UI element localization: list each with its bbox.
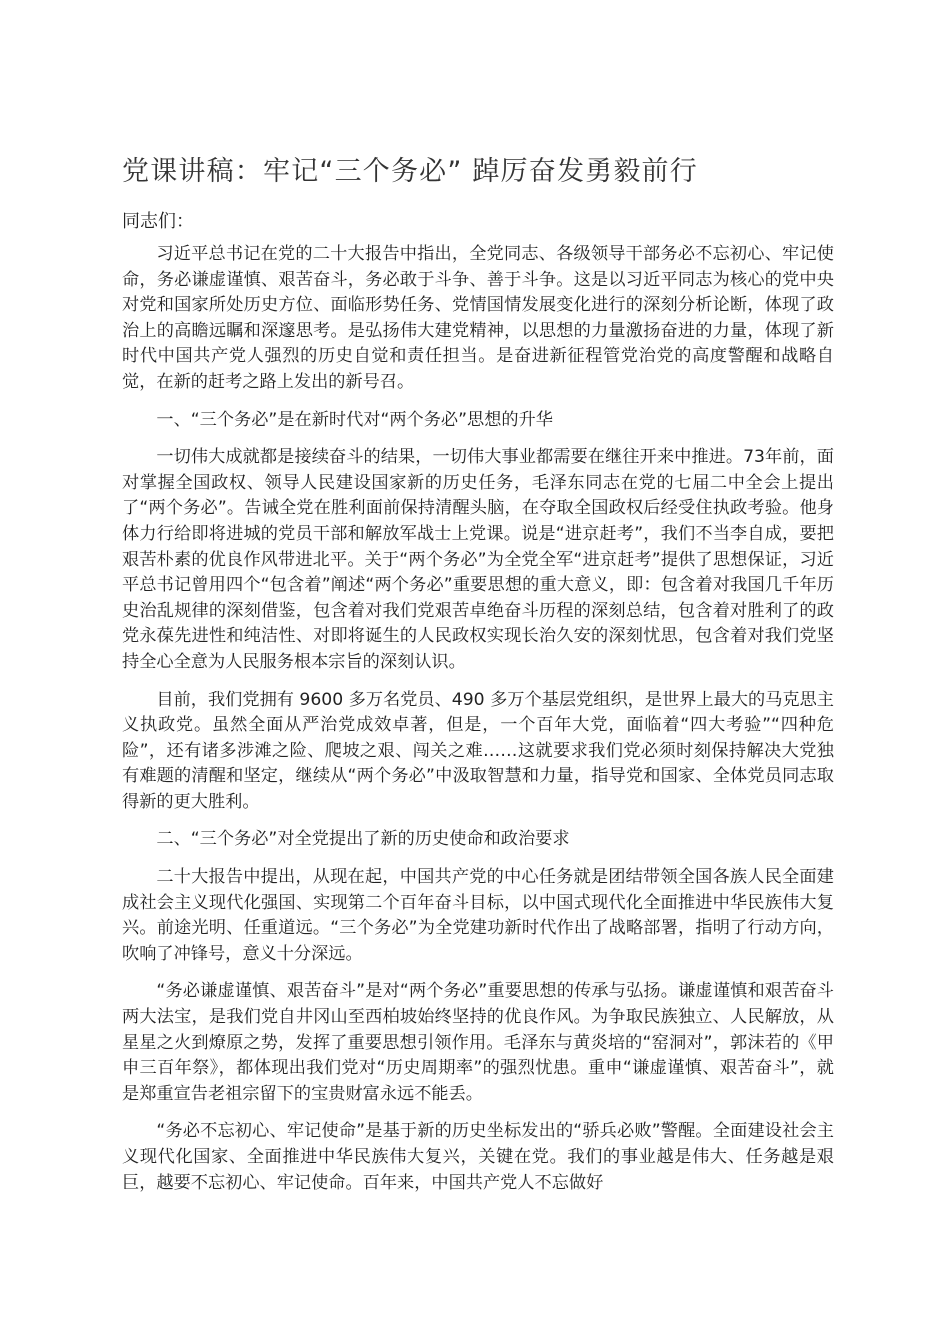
paragraph-original-aspiration: “务必不忘初心、牢记使命”是基于新的历史坐标发出的“骄兵必败”警醒。全面建设社会主义现代化国家、全面推进中华民族伟大复兴，关键在党。我们的事业越是伟大、任务越是艰巨，越要不忘初心、牢记使命。百年来，中国共产党人不忘做好	[122, 1121, 834, 1193]
paragraph-central-task: 二十大报告中提出，从现在起，中国共产党的中心任务就是团结带领全国各族人民全面建成社会主义现代化强国、实现第二个百年奋斗目标，以中国式现代化全面推进中华民族伟大复兴。前途光明、任重道远。“三个务必”为全党建功新时代作出了战略部署，指明了行动方向，吹响了冲锋号，意义十分深远。	[122, 867, 834, 964]
paragraph-modest-prudent: “务必谦虚谨慎、艰苦奋斗”是对“两个务必”重要思想的传承与弘扬。谦虚谨慎和艰苦奋斗两大法宝，是我们党自井冈山至西柏坡始终坚持的优良作风。为争取民族独立、人民解放，从星星之火到燎原之势，发挥了重要思想引领作用。毛泽东与黄炎培的“窑洞对”，郭沫若的《甲申三百年祭》，都体现出我们党对“历史周期率”的强烈忧患。重申“谦虚谨慎、艰苦奋斗”，就是郑重宣告老祖宗留下的宝贵财富永远不能丢。	[122, 981, 834, 1104]
section-heading-1: 一、“三个务必”是在新时代对“两个务必”思想的升华	[156, 409, 553, 430]
document-title: 党课讲稿：牢记“三个务必” 踔厉奋发勇毅前行	[122, 156, 698, 187]
paragraph-two-musts-history: 一切伟大成就都是接续奋斗的结果，一切伟大事业都需要在继往开来中推进。73年前，面对掌握全国政权、领导人民建设国家新的历史任务，毛泽东同志在党的七届二中全会上提出了“两个务必”。告诫全党在胜利面前保持清醒头脑，在夺取全国政权后经受住执政考验。他身体力行给即将进城的党员干部和解放军战士上党课。说是“进京赶考”，我们不当李自成，要把艰苦朴素的优良作风带进北平。关于“两个务必”为全党全军“进京赶考”提供了思想保证，习近平总书记曾用四个“包含着”阐述“两个务必”重要思想的重大意义，即：包含着对我国几千年历史治乱规律的深刻借鉴，包含着对我们党艰苦卓绝奋斗历程的深刻总结，包含着对胜利了的政党永葆先进性和纯洁性、对即将诞生的人民政权实现长治久安的深刻忧思，包含着对我们党坚持全心全意为人民服务根本宗旨的深刻认识。	[122, 447, 834, 672]
section-heading-2: 二、“三个务必”对全党提出了新的历史使命和政治要求	[156, 829, 570, 850]
paragraph-party-today: 目前，我们党拥有 9600 多万名党员、490 多万个基层党组织，是世界上最大的马克思主义执政党。虽然全面从严治党成效卓著，但是，一个百年大党，面临着“四大考验”“四种危险”，还有诸多涉滩之险、爬坡之艰、闯关之难……这就要求我们党必须时刻保持解决大党独有难题的清醒和坚定，继续从“两个务必”中汲取智慧和力量，指导党和国家、全体党员同志取得新的更大胜利。	[122, 689, 834, 812]
document-body	[122, 242, 834, 1208]
paragraph-intro: 习近平总书记在党的二十大报告中指出，全党同志、各级领导干部务必不忘初心、牢记使命，务必谦虚谨慎、艰苦奋斗，务必敢于斗争、善于斗争。这是以习近平同志为核心的党中央对党和国家所处历史方位、面临形势任务、党情国情发展变化进行的深刻分析论断，体现了政治上的高瞻远瞩和深邃思考。是弘扬伟大建党精神，以思想的力量激扬奋进的力量，体现了新时代中国共产党人强烈的历史自觉和责任担当。是奋进新征程管党治党的高度警醒和战略自觉，在新的赶考之路上发出的新号召。	[122, 244, 834, 392]
salutation: 同志们：	[122, 211, 194, 232]
